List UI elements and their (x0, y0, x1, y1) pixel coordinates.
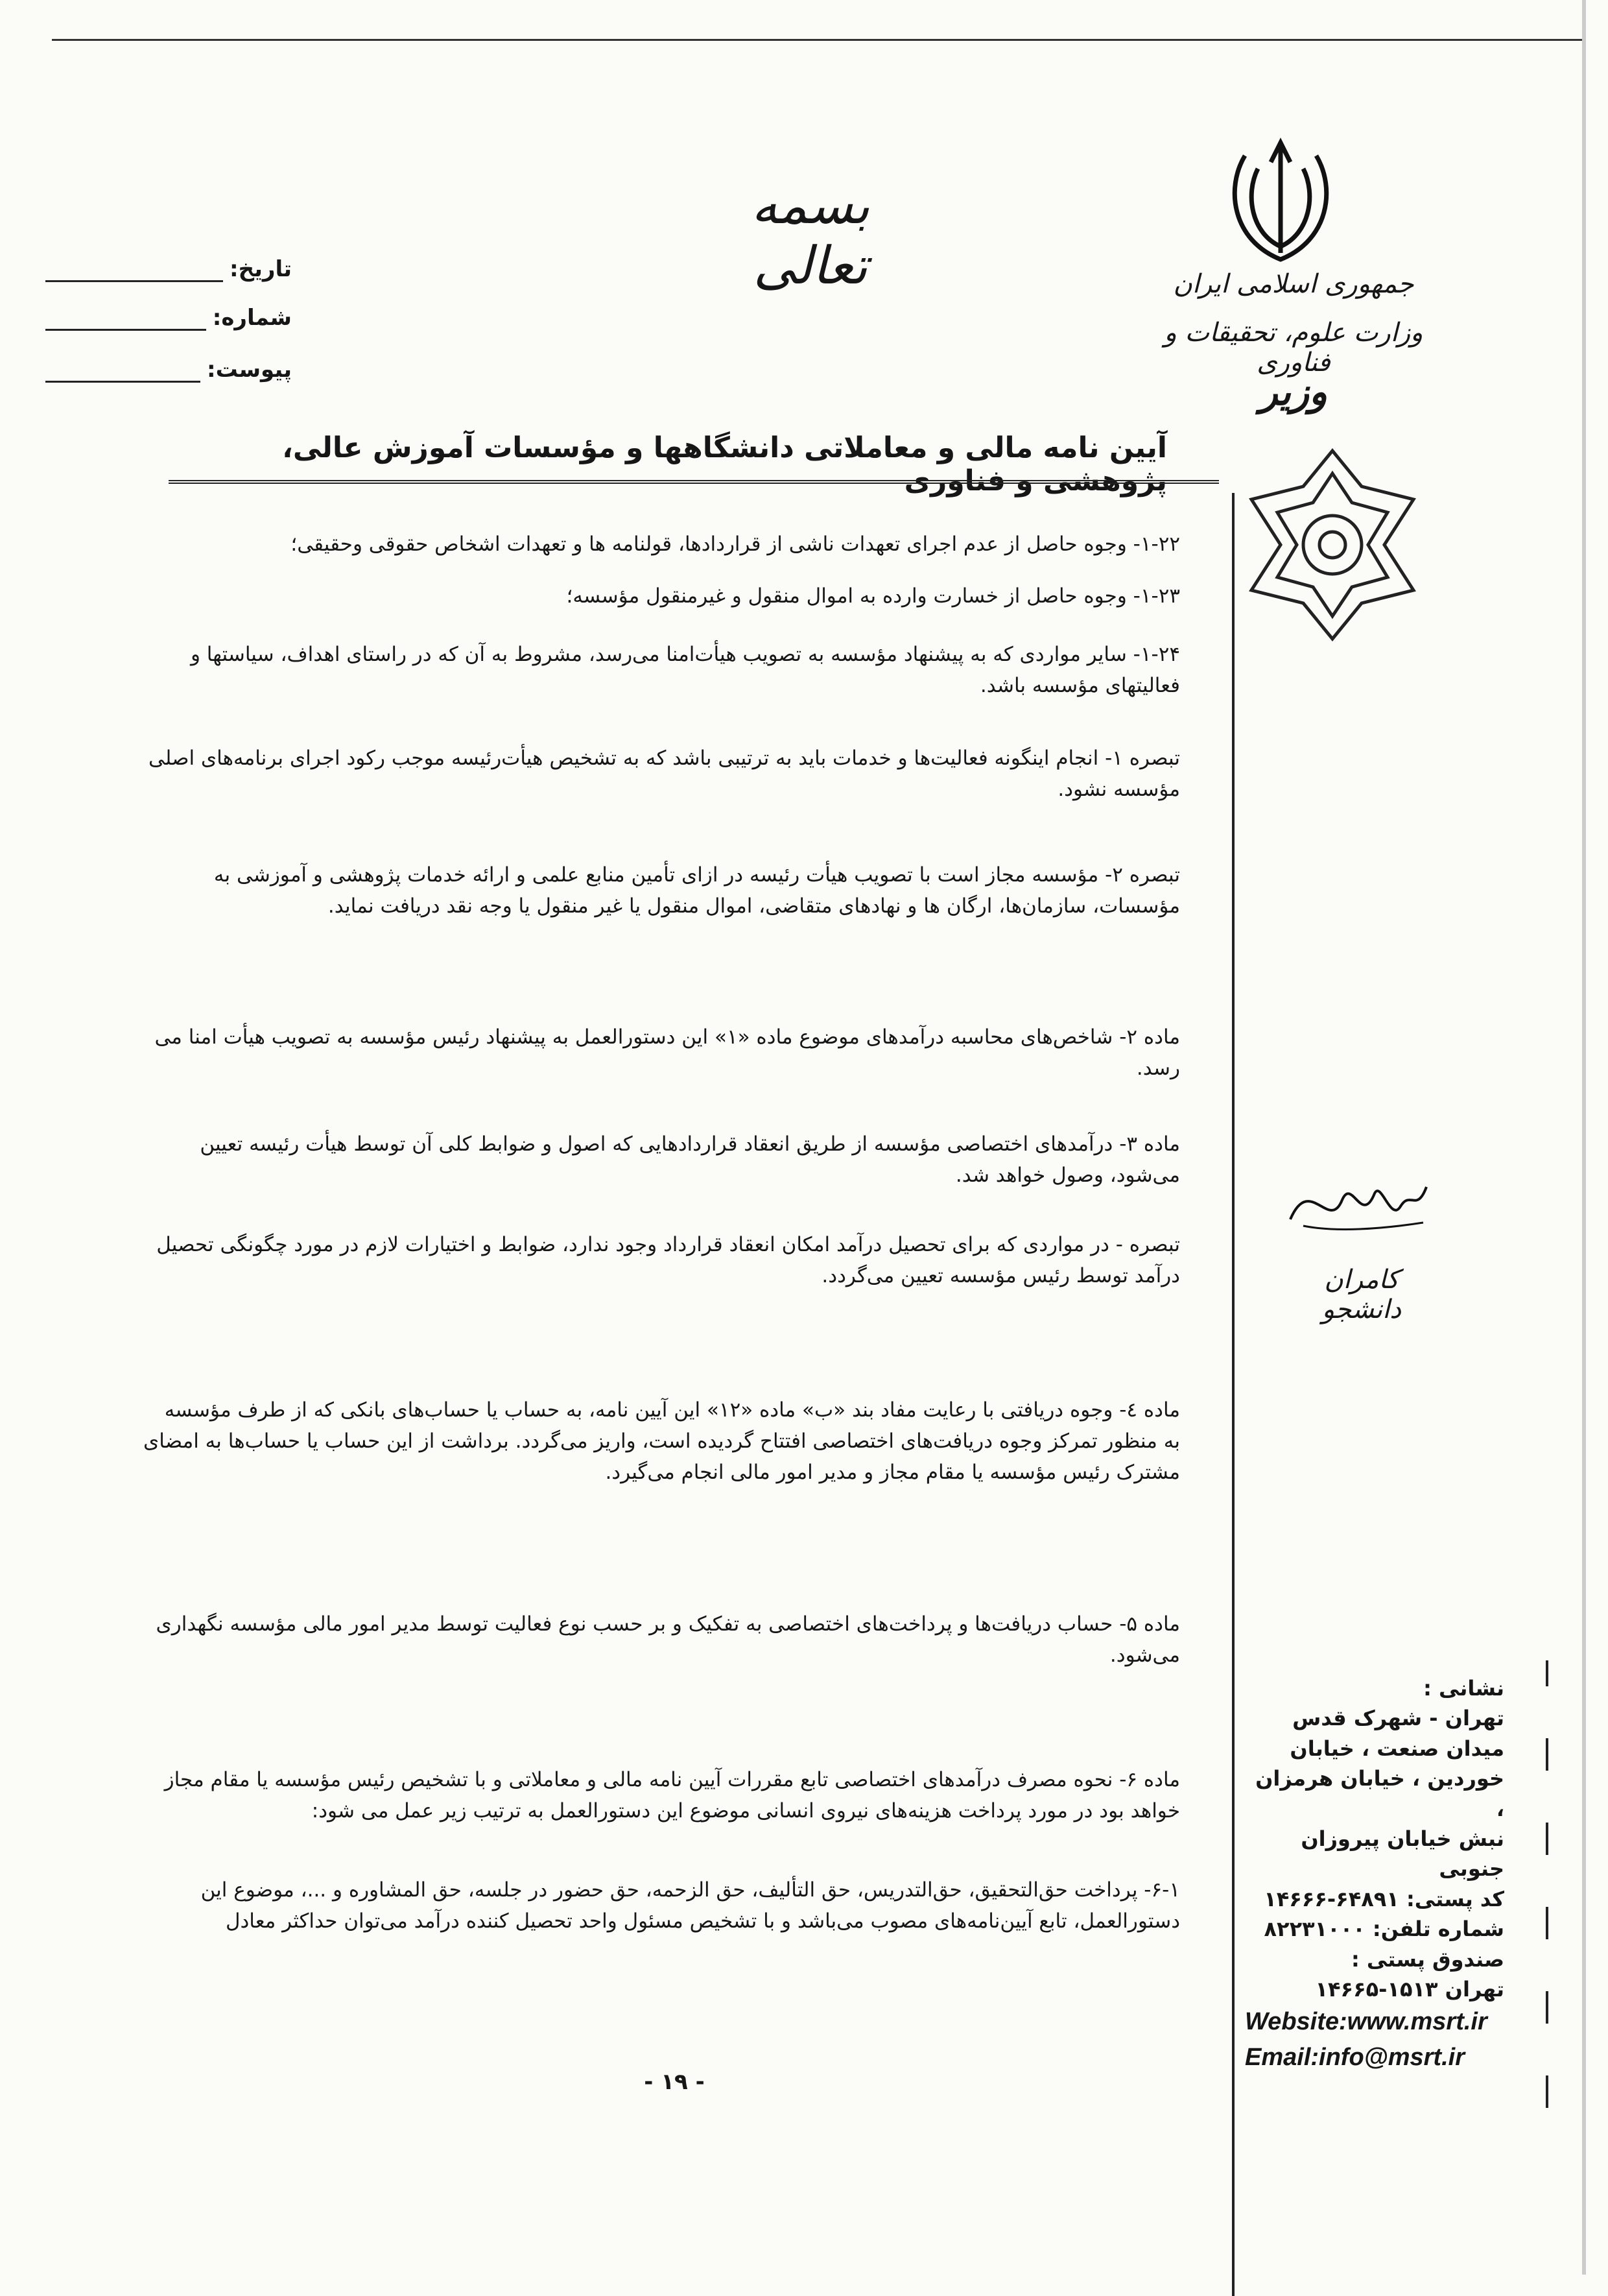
po-box-label: صندوق پستی : (1351, 1946, 1504, 1972)
address-label: نشانی : (1423, 1676, 1504, 1701)
margin-rule (1232, 493, 1235, 2296)
website-link[interactable]: Website:www.msrt.ir (1245, 2008, 1487, 2036)
page-number: - ۱۹ - (644, 2069, 705, 2095)
phone-number: شماره تلفن: ۸۲۲۳۱۰۰۰ (1264, 1917, 1504, 1942)
number-label: شماره: (212, 305, 292, 331)
article-6: ماده ۶- نحوه مصرف درآمدهای اختصاصی تابع مقررات آیین نامه مالی و معاملاتی و با تشخیص رئیس مؤسسه یا مقام مجاز خواهد بود در مورد پرداخت هزینه‌های نیروی انسانی موضوع این دستورالعمل به ترتیب زیر عمل می شود: (164, 1768, 1180, 1823)
article-3: ماده ۳- درآمدهای اختصاصی مؤسسه از طریق انعقاد قراردادهایی که اصول و ضوابط کلی آن توسط هیأت رئیسه تعیین می‌شود، وصول خواهد شد. (200, 1132, 1180, 1188)
address-block (1245, 1673, 1504, 2075)
note-article-3: تبصره - در مواردی که برای تحصیل درآمد امکان انعقاد قرارداد وجود ندارد، ضوابط و اختیارات لازم در مورد چگونگی تحصیل درآمد توسط رئیس مؤسسه تعیین می‌گردد. (156, 1233, 1180, 1288)
article-6-1: ۶-۱- پرداخت حق‌التحقیق، حق‌التدریس، حق التألیف، حق الزحمه، حق حضور در جلسه، حق المشاوره و ...، موضوع این دستورالعمل، تابع آیین‌نامه‌های مصوب می‌باشد و با تشخیص مسئول واحد تحصیل کننده درآمد می‌توان حداکثر معادل (200, 1878, 1180, 1933)
binding-edge (1582, 0, 1586, 2275)
article-5: ماده ۵- حساب دریافت‌ها و پرداخت‌های اختصاصی به تفکیک و بر حسب نوع فعالیت توسط مدیر امور مالی مؤسسه نگهداری می‌شود. (156, 1612, 1180, 1668)
title-rule (169, 480, 1219, 484)
attachment-field (45, 357, 292, 383)
number-field (45, 305, 292, 331)
po-box: تهران ۱۵۱۳-۱۴۶۶۵ (1315, 1976, 1504, 2002)
article-2: ماده ۲- شاخص‌های محاسبه درآمدهای موضوع ماده «۱» این دستورالعمل به پیشنهاد رئیس مؤسسه به تصویب هیأت امنا می رسد. (154, 1025, 1180, 1081)
attachment-line (45, 363, 200, 383)
address-line-3: خوردین ، خیابان هرمزان ، (1255, 1766, 1504, 1821)
minister-title: وزیر (1259, 370, 1328, 414)
bismillah: بسمه تعالی (751, 175, 870, 296)
date-line (45, 262, 223, 282)
postal-code: کد پستی: ۶۴۸۹۱-۱۴۶۶۶ (1264, 1886, 1504, 1911)
address-line-1: تهران - شهرک قدس (1292, 1706, 1504, 1731)
paragraph-1-23: ۱-۲۳- وجوه حاصل از خسارت وارده به اموال منقول و غیرمنقول مؤسسه؛ (566, 584, 1180, 608)
date-label: تاریخ: (230, 256, 292, 282)
date-field (45, 256, 292, 282)
margin-dashes (1543, 1660, 1551, 2153)
number-line (45, 311, 206, 331)
top-rule (52, 39, 1582, 41)
ministry-name: وزارت علوم، تحقیقات و فناوری (1164, 318, 1423, 377)
email-link[interactable]: Email:info@msrt.ir (1245, 2044, 1465, 2072)
address-line-2: میدان صنعت ، خیابان (1290, 1736, 1504, 1761)
paragraph-1-22: ۱-۲۲- وجوه حاصل از عدم اجرای تعهدات ناشی از قراردادها، قولنامه ها و تعهدات اشخاص حقوقی وحقیقی؛ (290, 532, 1180, 556)
signatory-name: کامران دانشجو (1321, 1265, 1402, 1324)
article-4: ماده ٤- وجوه دریافتی با رعایت مفاد بند «ب» ماده «۱۲» این آیین نامه، به حساب یا حساب‌های بانکی که از طرف مؤسسه به منظور تمرکز وجوه دریافت‌های اختصاصی افتتاح گردیده است، واریز می‌گردد. برداشت از این حساب یا حساب‌ها به امضای مشترک رئیس مؤسسه یا مقام مجاز و مدیر امور مالی انجام می‌گیرد. (143, 1398, 1180, 1485)
note-1: تبصره ۱- انجام اینگونه فعالیت‌ها و خدمات باید به ترتیبی باشد که به تشخیص هیأت‌رئیسه موجب رکود اجرای برنامه‌های اصلی مؤسسه نشود. (148, 747, 1180, 802)
ornament-icon (1245, 448, 1420, 642)
republic-name: جمهوری اسلامی ایران (1173, 269, 1414, 299)
document-title: آیین نامه مالی و معاملاتی دانشگاهها و مؤسسات آموزش عالی، پژوهشی و فناوری (282, 431, 1167, 497)
attachment-label: پیوست: (207, 357, 292, 383)
iran-emblem-icon (1219, 130, 1342, 272)
address-line-4: نبش خیابان پیروزان جنوبی (1301, 1826, 1504, 1882)
note-2: تبصره ۲- مؤسسه مجاز است با تصویب هیأت رئیسه در ازای تأمین منابع علمی و ارائه خدمات پژوهشی و آموزشی به مؤسسات، سازمان‌ها، ارگان ها و نهادهای متقاضی، اموال منقول یا غیر منقول یا وجه نقد دریافت نماید. (213, 863, 1180, 918)
paragraph-1-24: ۱-۲۴- سایر مواردی که به پیشنهاد مؤسسه به تصویب هیأت‌امنا می‌رسد، مشروط به آن که در راستای اهداف، سیاستها و فعالیتهای مؤسسه باشد. (190, 643, 1180, 698)
signature-image (1284, 1161, 1433, 1239)
